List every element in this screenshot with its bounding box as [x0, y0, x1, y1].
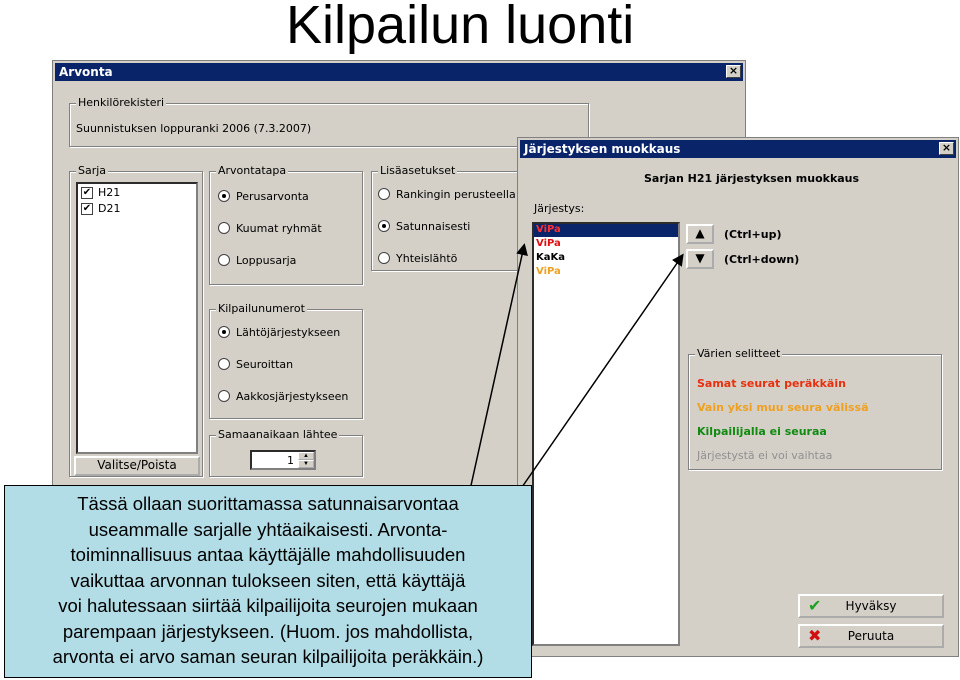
peruuta-label: Peruuta	[847, 629, 895, 643]
sarja-checkbox-d21[interactable]: ✔	[82, 203, 92, 214]
cross-icon: ✖	[808, 626, 822, 645]
jarjestys-close-button[interactable]: ×	[939, 142, 954, 155]
henkilorekisteri-value: Suunnistuksen loppuranki 2006 (7.3.2007)	[76, 122, 312, 135]
samaan-label: Samaanaikaan lähtee	[218, 428, 338, 441]
jarjestys-heading: Sarjan H21 järjestyksen muokkaus	[644, 172, 860, 185]
valitse-poista-button[interactable]: Valitse/Poista	[74, 456, 200, 476]
samaan-value: 1	[287, 454, 294, 467]
note-line: vaikuttaa arvonnan tulokseen siten, että käyttäjä	[70, 569, 466, 591]
note-line: useammalle sarjalle yhtäaikaisesti. Arvonta-	[88, 518, 448, 540]
option-yhteislahto: Yhteislähtö	[396, 252, 458, 265]
option-satunnaisesti: Satunnaisesti	[396, 220, 471, 233]
list-item-2[interactable]: ViPa	[536, 238, 561, 249]
slide-title: Kilpailun luonti	[286, 0, 635, 55]
move-down-button[interactable]: ▼	[686, 249, 714, 269]
sarja-item-d21: D21	[98, 202, 121, 215]
spinner-down-button[interactable]: ▼	[298, 460, 314, 468]
arrow-to-list	[470, 246, 524, 490]
up-shortcut-label: (Ctrl+up)	[724, 228, 782, 241]
kilpailunumerot-label: Kilpailunumerot	[218, 302, 305, 315]
jarjestys-title: Järjestyksen muokkaus	[524, 142, 681, 156]
legend-locked: Järjestystä ei voi vaihtaa	[697, 449, 833, 462]
note-line: voi halutessaan siirtää kilpailijoita seurojen mukaan	[58, 595, 478, 616]
sarja-item-h21: H21	[98, 186, 121, 199]
list-item-4[interactable]: ViPa	[536, 266, 561, 277]
note-line: parempaan järjestykseen. (Huom. jos mahdollista,	[62, 620, 474, 642]
option-lahtojarjestykseen: Lähtöjärjestykseen	[236, 326, 341, 339]
option-kuumat-ryhmat: Kuumat ryhmät	[236, 222, 322, 235]
note-line: arvonta ei arvo saman seuran kilpailijoita peräkkäin.)	[52, 646, 484, 667]
annotation-note	[4, 485, 532, 678]
list-item-3[interactable]: KaKa	[536, 252, 565, 263]
arvonta-close-button[interactable]: ×	[726, 65, 741, 78]
down-shortcut-label: (Ctrl+down)	[724, 253, 800, 266]
hyvaksy-label: Hyväksy	[845, 599, 897, 613]
option-seuroittan: Seuroittan	[236, 358, 294, 371]
sarja-checkbox-h21[interactable]: ✔	[82, 187, 92, 198]
sarja-label: Sarja	[78, 164, 107, 177]
option-rankingin: Rankingin perusteella	[396, 188, 516, 201]
spinner-up-button[interactable]: ▲	[298, 452, 314, 460]
jarjestys-list-label: Järjestys:	[534, 202, 585, 215]
henkilorekisteri-label: Henkilörekisteri	[78, 96, 165, 109]
legend-one-between: Vain yksi muu seura välissä	[697, 401, 869, 414]
option-loppusarja: Loppusarja	[236, 254, 297, 267]
legend-same-clubs: Samat seurat peräkkäin	[697, 377, 846, 390]
note-line: Tässä ollaan suorittamassa satunnaisarvontaa	[77, 493, 459, 514]
list-item-1[interactable]: ViPa	[536, 224, 561, 235]
check-icon: ✔	[808, 596, 822, 615]
lisaasetukset-label: Lisäasetukset	[380, 164, 456, 177]
option-perusarvonta: Perusarvonta	[236, 190, 309, 203]
note-line: toiminnallisuus antaa käyttäjälle mahdollisuuden	[70, 544, 466, 565]
option-aakkosjarjestykseen: Aakkosjärjestykseen	[236, 390, 349, 403]
legend-no-club: Kilpailijalla ei seuraa	[697, 425, 827, 438]
arvonta-title: Arvonta	[59, 65, 113, 79]
move-up-button[interactable]: ▲	[686, 224, 714, 244]
arrow-to-buttons	[520, 256, 682, 490]
legend-label: Värien selitteet	[697, 347, 781, 360]
arvontatapa-label: Arvontatapa	[218, 164, 287, 177]
